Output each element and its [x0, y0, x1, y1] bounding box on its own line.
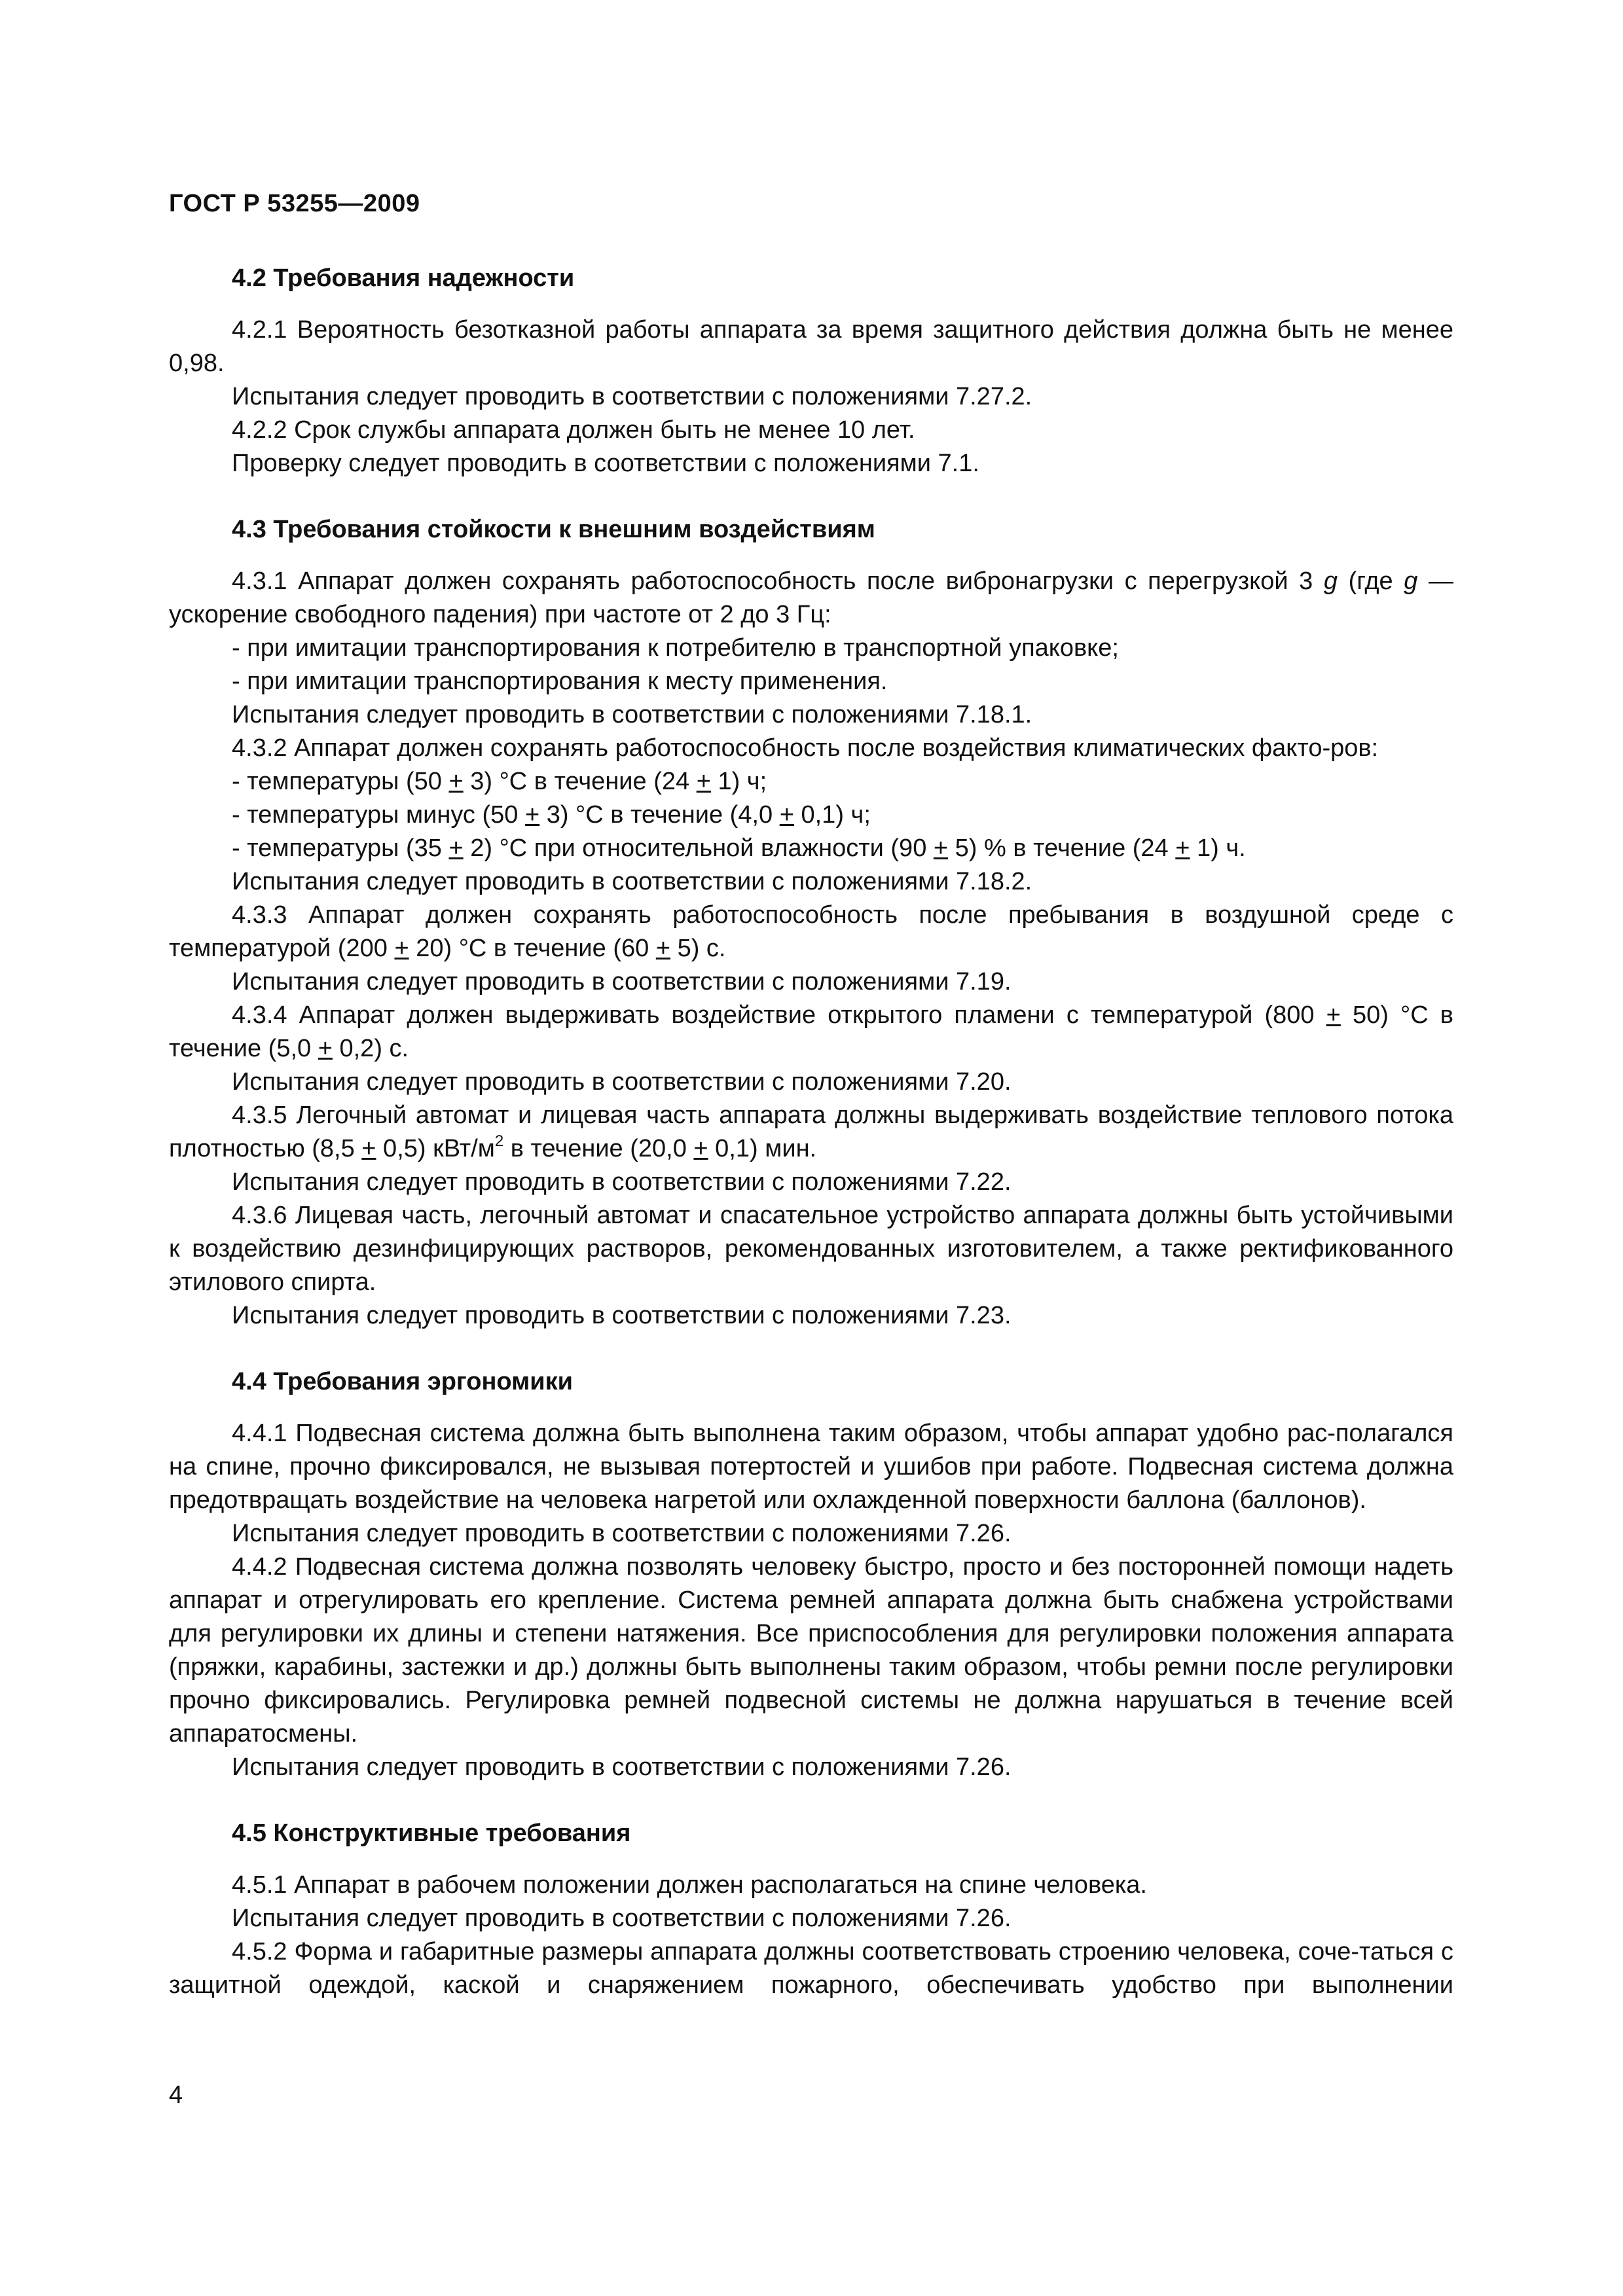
- page-number: 4: [169, 2081, 183, 2109]
- list-item: - температуры (35 + 2) °С при относительной влажности (90 + 5) % в течение (24 + 1) ч.: [232, 834, 1246, 862]
- paragraph-test-ref: Испытания следует проводить в соответствии с положениями 7.26.: [232, 1520, 1012, 1547]
- paragraph-check-ref: Проверку следует проводить в соответствии с положениями 7.1.: [232, 450, 979, 477]
- list-item: - температуры минус (50 + 3) °С в течение (4,0 + 0,1) ч;: [232, 801, 871, 829]
- section-title-4-4: 4.4 Требования эргономики: [232, 1368, 573, 1395]
- document-header: ГОСТ Р 53255—2009: [169, 190, 420, 217]
- paragraph-4-3-4: 4.3.4 Аппарат должен выдерживать воздействие открытого пламени с температурой (800 + 50) °С в течение (5,0 + 0,2) с.: [169, 1001, 1453, 1062]
- paragraph-test-ref: Испытания следует проводить в соответствии с положениями 7.22.: [232, 1168, 1012, 1196]
- list-item: - при имитации транспортирования к месту применения.: [232, 668, 888, 695]
- paragraph-4-2-1: 4.2.1 Вероятность безотказной работы аппарата за время защитного действия должна быть не менее 0,98.: [169, 316, 1453, 377]
- paragraph-test-ref: Испытания следует проводить в соответствии с положениями 7.26.: [232, 1753, 1012, 1781]
- section-body-4-5: [169, 1869, 1453, 2002]
- section-body-4-3: [169, 565, 1453, 1333]
- paragraph-test-ref: Испытания следует проводить в соответствии с положениями 7.26.: [232, 1905, 1012, 1932]
- paragraph-4-5-1: 4.5.1 Аппарат в рабочем положении должен располагаться на спине человека.: [232, 1871, 1147, 1899]
- section-body-4-4: [169, 1417, 1453, 1784]
- paragraph-test-ref: Испытания следует проводить в соответствии с положениями 7.27.2.: [232, 383, 1032, 410]
- paragraph-4-3-3: 4.3.3 Аппарат должен сохранять работоспособность после пребывания в воздушной среде с температурой (200 + 20) °С в течение (60 + 5) с.: [169, 901, 1453, 962]
- paragraph-test-ref: Испытания следует проводить в соответствии с положениями 7.23.: [232, 1302, 1012, 1329]
- list-item: - температуры (50 + 3) °С в течение (24 + 1) ч;: [232, 768, 767, 795]
- section-title-4-3: 4.3 Требования стойкости к внешним воздействиям: [232, 516, 875, 543]
- section-body-4-2: [169, 314, 1453, 480]
- paragraph-4-5-2: 4.5.2 Форма и габаритные размеры аппарата должны соответствовать строению человека, соче-таться с защитной одеждой, каской и снаряжением пожарного, обеспечивать удобство при выполнении: [169, 1938, 1453, 1999]
- paragraph-4-3-2: 4.3.2 Аппарат должен сохранять работоспособность после воздействия климатических факто-ров:: [232, 734, 1379, 762]
- paragraph-4-3-1: 4.3.1 Аппарат должен сохранять работоспособность после вибронагрузки с перегрузкой 3 g (где g — ускорение свободного падения) при частоте от 2 до 3 Гц:: [169, 567, 1453, 628]
- paragraph-4-3-5: 4.3.5 Легочный автомат и лицевая часть аппарата должны выдерживать воздействие теплового потока плотностью (8,5 + 0,5) кВт/$м^2$ в течение (20,0 + 0,1) мин.: [169, 1102, 1453, 1162]
- section-title-4-2: 4.2 Требования надежности: [232, 264, 575, 292]
- document-body: [169, 262, 1453, 2002]
- paragraph-test-ref: Испытания следует проводить в соответствии с положениями 7.18.2.: [232, 868, 1032, 895]
- paragraph-test-ref: Испытания следует проводить в соответствии с положениями 7.20.: [232, 1068, 1012, 1096]
- paragraph-4-4-2: 4.4.2 Подвесная система должна позволять человеку быстро, просто и без посторонней помощи надеть аппарат и отрегулировать его крепление. Система ремней аппарата должна быть снабжена устройствами для регулировки их длины и степени натяжения. Все приспособления для регулировки положения аппарата (пряжки, карабины, застежки и др.) должны быть выполнены таким образом, чтобы ремни после регулировки прочно фиксировались. Регулировка ремней подвесной системы не должна нарушаться в течение всей аппаратосмены.: [169, 1553, 1453, 1748]
- paragraph-4-2-2: 4.2.2 Срок службы аппарата должен быть не менее 10 лет.: [232, 416, 915, 444]
- section-title-4-5: 4.5 Конструктивные требования: [232, 1820, 631, 1847]
- paragraph-4-3-6: 4.3.6 Лицевая часть, легочный автомат и спасательное устройство аппарата должны быть устойчивыми к воздействию дезинфицирующих растворов, рекомендованных изготовителем, а также ректификованного этилового спирта.: [169, 1202, 1453, 1296]
- list-item: - при имитации транспортирования к потребителю в транспортной упаковке;: [232, 634, 1119, 662]
- paragraph-test-ref: Испытания следует проводить в соответствии с положениями 7.19.: [232, 968, 1012, 996]
- paragraph-test-ref: Испытания следует проводить в соответствии с положениями 7.18.1.: [232, 701, 1032, 728]
- paragraph-4-4-1: 4.4.1 Подвесная система должна быть выполнена таким образом, чтобы аппарат удобно рас-полагался на спине, прочно фиксировался, не вызывая потертостей и ушибов при работе. Подвесная система должна предотвращать воздействие на человека нагретой или охлажденной поверхности баллона (баллонов).: [169, 1420, 1453, 1514]
